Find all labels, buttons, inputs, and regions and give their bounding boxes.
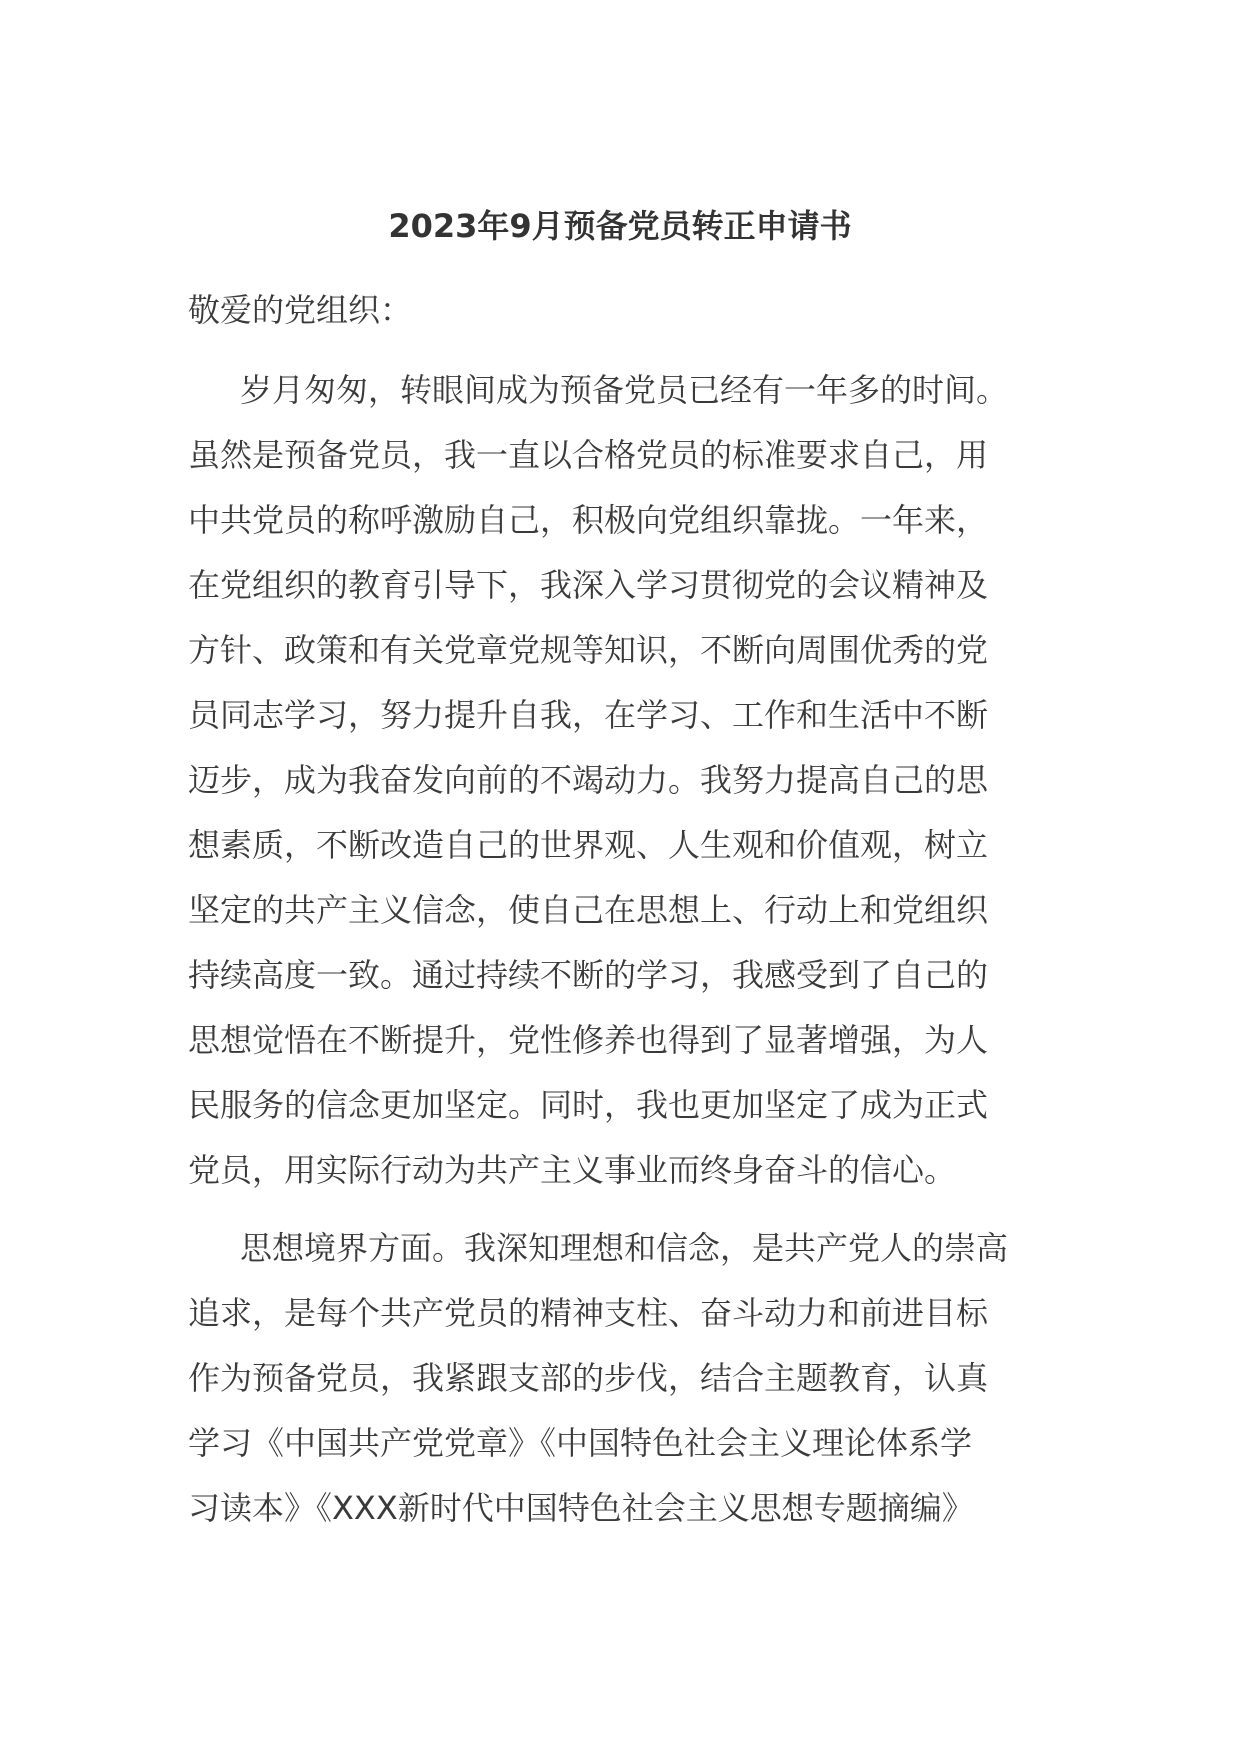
paragraph-line: 思想境界方面。我深知理想和信念，是共产党人的崇高 <box>240 1229 1009 1267</box>
paragraph <box>188 1216 1068 1541</box>
paragraph-line: 学习《中国共产党党章》《中国特色社会主义理论体系学 <box>188 1424 973 1462</box>
paragraph-line: 坚定的共产主义信念，使自己在思想上、行动上和党组织 <box>188 891 989 929</box>
paragraph-line: 思想觉悟在不断提升，党性修养也得到了显著增强，为人 <box>188 1021 989 1059</box>
paragraph-line: 党员，用实际行动为共产主义事业而终身奋斗的信心。 <box>188 1151 957 1189</box>
paragraph-line: 迈步，成为我奋发向前的不竭动力。我努力提高自己的思 <box>188 761 989 799</box>
paragraph <box>188 358 1068 1203</box>
document-title: 2023年9月预备党员转正申请书 <box>388 207 852 245</box>
paragraph-line: 员同志学习，努力提升自我，在学习、工作和生活中不断 <box>188 696 989 734</box>
paragraph-line: 追求，是每个共产党员的精神支柱、奋斗动力和前进目标 <box>188 1294 989 1332</box>
paragraph-line: 持续高度一致。通过持续不断的学习，我感受到了自己的 <box>188 956 989 994</box>
paragraph-line: 想素质，不断改造自己的世界观、人生观和价值观，树立 <box>188 826 989 864</box>
salutation: 敬爱的党组织： <box>188 291 413 329</box>
paragraph-line: 习读本》《XXX新时代中国特色社会主义思想专题摘编》 <box>188 1489 974 1527</box>
paragraph-line: 在党组织的教育引导下，我深入学习贯彻党的会议精神及 <box>188 566 989 604</box>
paragraph-line: 作为预备党员，我紧跟支部的步伐，结合主题教育，认真 <box>188 1359 989 1397</box>
paragraph-line: 虽然是预备党员，我一直以合格党员的标准要求自己，用 <box>188 436 989 474</box>
paragraph-line: 中共党员的称呼激励自己，积极向党组织靠拢。一年来， <box>188 501 989 539</box>
paragraph-line: 方针、政策和有关党章党规等知识，不断向周围优秀的党 <box>188 631 989 669</box>
paragraph-line: 岁月匆匆，转眼间成为预备党员已经有一年多的时间。 <box>240 371 1009 409</box>
paragraph-line: 民服务的信念更加坚定。同时，我也更加坚定了成为正式 <box>188 1086 989 1124</box>
